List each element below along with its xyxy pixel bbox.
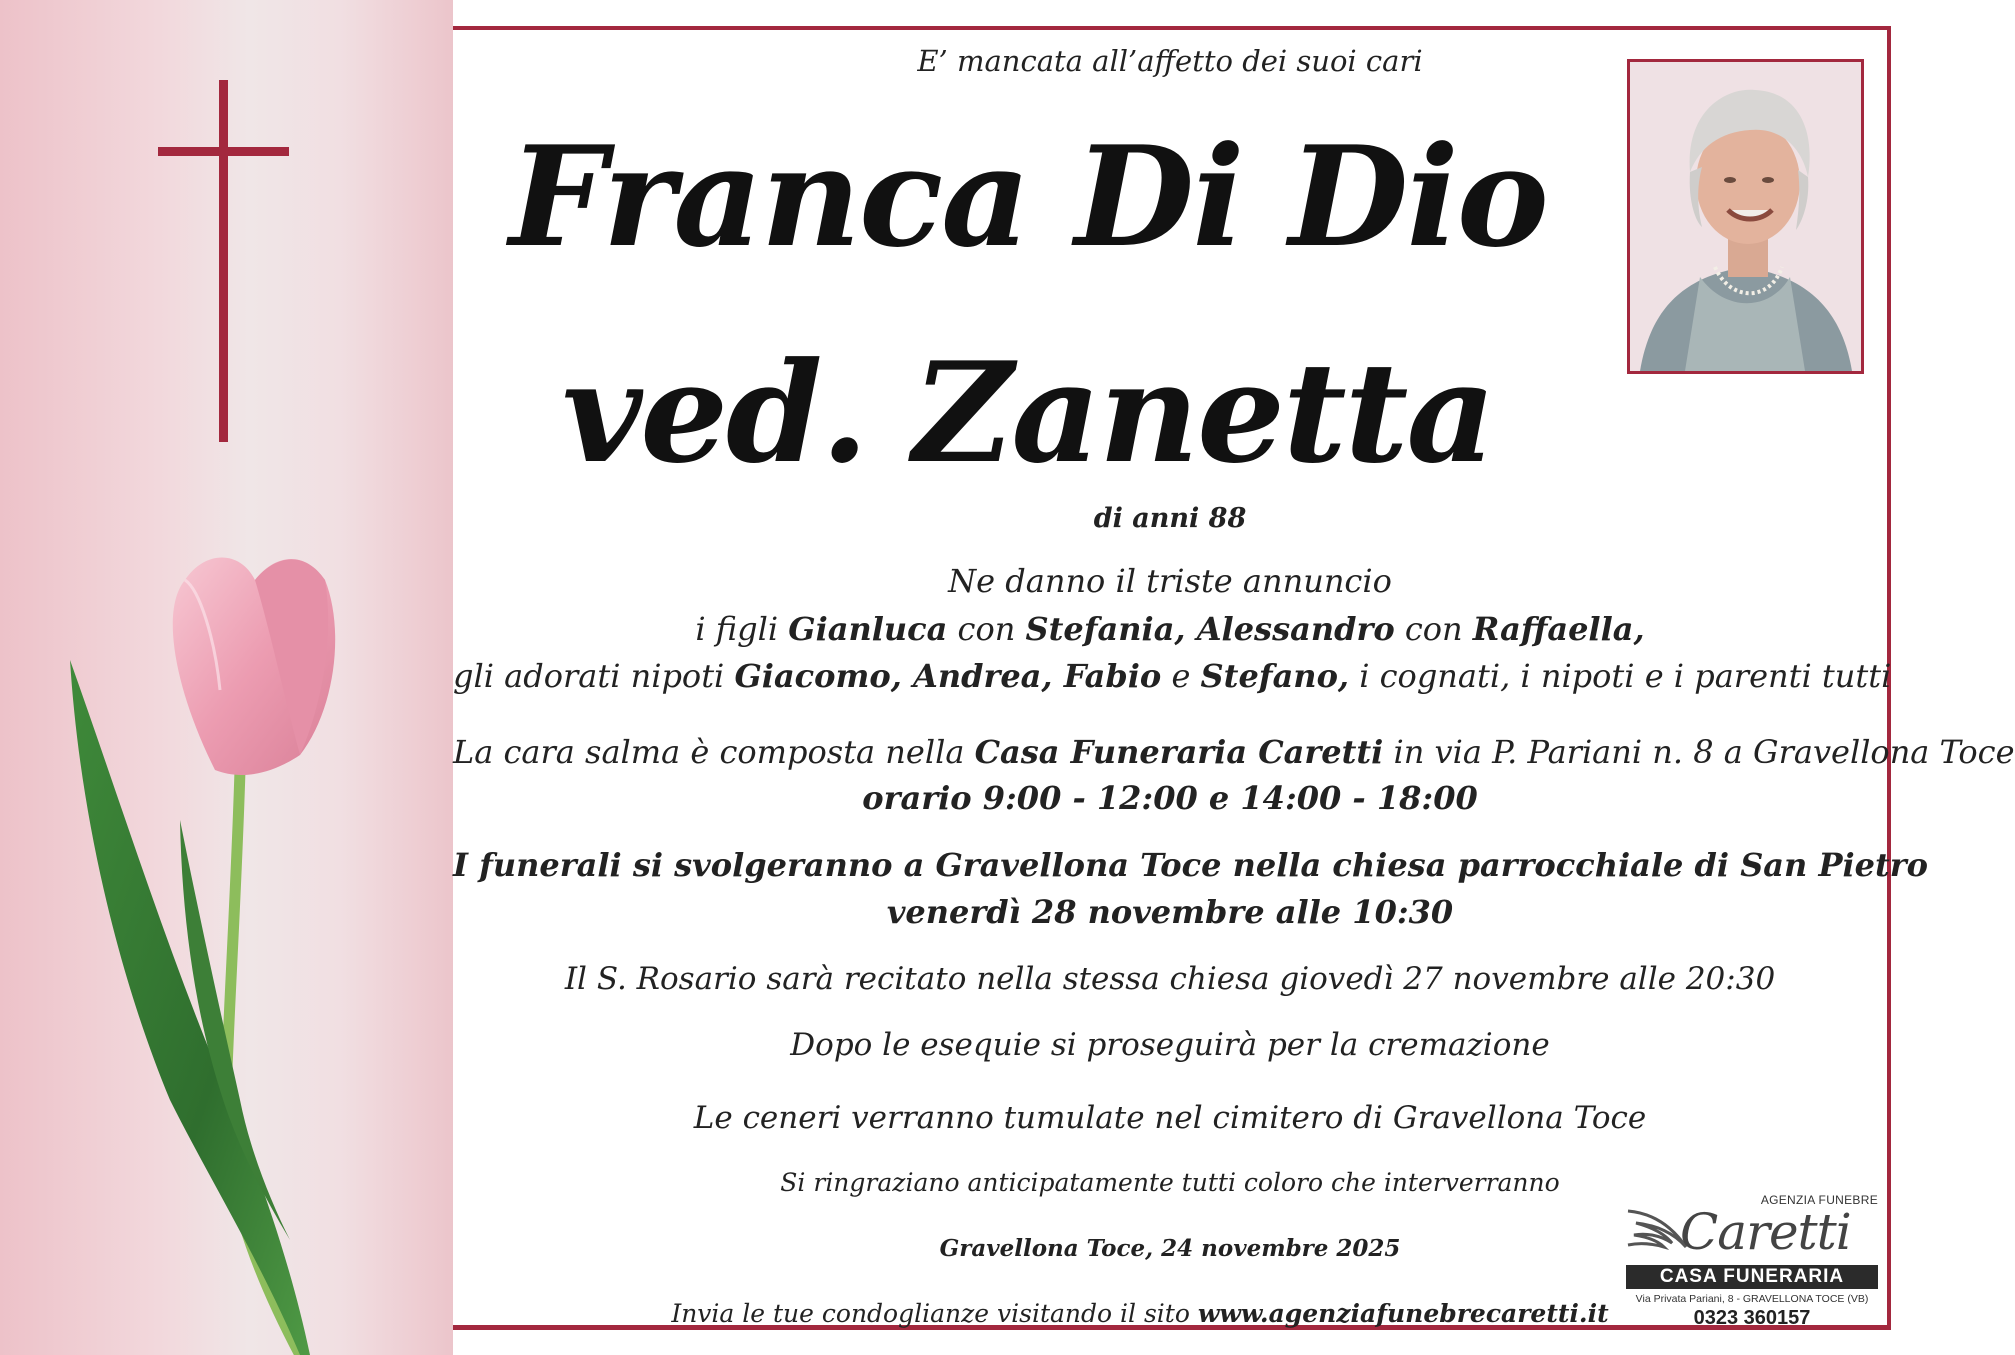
thanks-text: Si ringraziano anticipatamente tutti coloro che interverranno bbox=[780, 1168, 1560, 1197]
text-span: in via P. Pariani n. 8 a Gravellona Toce bbox=[1383, 733, 2015, 771]
text-span: i cognati, i nipoti e i parenti tutti bbox=[1349, 657, 1892, 695]
announcement-line-3 bbox=[453, 657, 1892, 695]
cremation-text: Dopo le esequie si proseguirà per la cremazione bbox=[790, 1027, 1550, 1063]
announcement-line-1: Ne danno il triste annuncio bbox=[948, 562, 1392, 600]
deceased-surname: ved. Zanetta bbox=[562, 331, 1494, 494]
logo-phone[interactable]: 0323 360157 bbox=[1693, 1307, 1811, 1329]
name-span: Stefania, Alessandro bbox=[1025, 610, 1395, 648]
text-span: gli adorati nipoti bbox=[453, 657, 735, 695]
announcement-line-2 bbox=[453, 610, 1887, 648]
text-span: con bbox=[947, 610, 1026, 648]
name-span: Raffaella, bbox=[1472, 610, 1645, 648]
portrait-image bbox=[1630, 62, 1861, 371]
text-span: e bbox=[1161, 657, 1201, 695]
text-span: Invia le tue condoglianze visitando il sito bbox=[671, 1299, 1198, 1328]
website-link[interactable]: www.agenziafunebrecaretti.it bbox=[1197, 1299, 1609, 1328]
intro-text: E’ mancata all’affetto dei suoi cari bbox=[917, 44, 1423, 78]
cross-icon bbox=[219, 80, 228, 442]
logo-address: Via Privata Pariani, 8 - GRAVELLONA TOCE (VB) bbox=[1635, 1293, 1869, 1305]
logo-top-text: AGENZIA FUNEBRE bbox=[1760, 1193, 1878, 1207]
age-text: di anni 88 bbox=[1093, 503, 1247, 534]
name-span: Gianluca bbox=[788, 610, 948, 648]
tulip-image bbox=[0, 540, 453, 1355]
ashes-text: Le ceneri verranno tumulate nel cimitero di Gravellona Toce bbox=[693, 1100, 1647, 1136]
visiting-hours: orario 9:00 - 12:00 e 14:00 - 18:00 bbox=[862, 779, 1478, 817]
funeral-home-name: Casa Funeraria Caretti bbox=[974, 733, 1384, 771]
logo-bar-text: CASA FUNERARIA bbox=[1626, 1265, 1878, 1289]
salma-line bbox=[453, 733, 2015, 771]
portrait-photo bbox=[1627, 59, 1864, 374]
rosary-text: Il S. Rosario sarà recitato nella stessa chiesa giovedì 27 novembre alle 20:30 bbox=[564, 961, 1776, 997]
name-span: Stefano, bbox=[1200, 657, 1350, 695]
name-span: Giacomo, Andrea, Fabio bbox=[734, 657, 1162, 695]
place-date: Gravellona Toce, 24 novembre 2025 bbox=[939, 1235, 1401, 1262]
funeral-line-2: venerdì 28 novembre alle 10:30 bbox=[886, 893, 1454, 931]
text-span: i figli bbox=[695, 610, 789, 648]
left-decorative-panel bbox=[0, 0, 453, 1355]
cross-icon-bar bbox=[158, 147, 289, 156]
text-span: La cara salma è composta nella bbox=[453, 733, 975, 771]
deceased-name: Franca Di Dio bbox=[509, 115, 1547, 278]
funeral-agency-logo bbox=[1620, 1193, 1884, 1333]
text-span: con bbox=[1394, 610, 1473, 648]
funeral-line-1: I funerali si svolgeranno a Gravellona Toce nella chiesa parrocchiale di San Pietro bbox=[453, 846, 1928, 884]
logo-script-text: Caretti bbox=[1680, 1203, 1851, 1261]
condolences-line bbox=[600, 1299, 1680, 1328]
